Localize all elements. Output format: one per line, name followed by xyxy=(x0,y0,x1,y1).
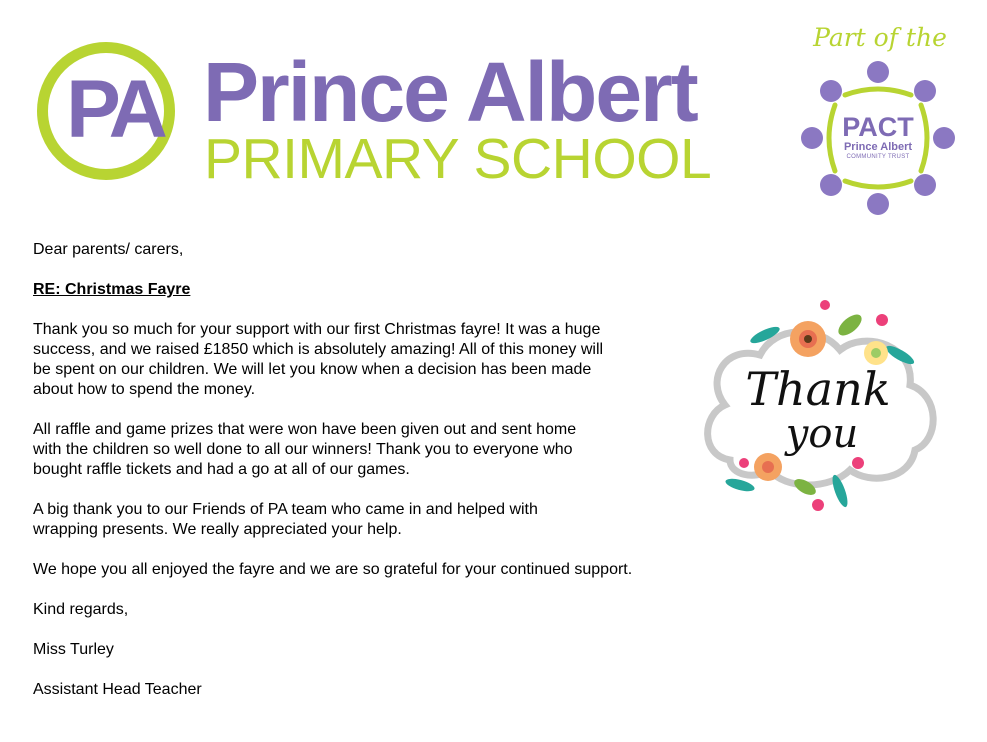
paragraph-line: All raffle and game prizes that were won have been given out and sent home xyxy=(33,421,577,438)
school-type: PRIMARY SCHOOL xyxy=(204,127,712,191)
pact-subtitle: Prince Albert xyxy=(843,141,913,153)
letter-body xyxy=(33,240,733,700)
pact-tagline: COMMUNITY TRUST xyxy=(846,154,910,160)
pact-title: PACT xyxy=(842,112,914,142)
paragraph-line: about how to spend the money. xyxy=(33,381,256,398)
paragraph-line: with the children so well done to all our winners! Thank you to everyone who xyxy=(33,441,573,458)
part-of-label: Part of the xyxy=(813,23,947,52)
paragraph-line: Thank you so much for your support with our first Christmas fayre! It was a huge xyxy=(33,321,601,338)
flower-icon xyxy=(790,321,826,357)
paragraph-prizes xyxy=(33,420,733,480)
school-name: Prince Albert xyxy=(203,45,697,139)
thank-text: Thank xyxy=(745,362,891,416)
paragraph-line: A big thank you to our Friends of PA team who came in and helped with xyxy=(33,501,538,518)
greeting: Dear parents/ carers, xyxy=(33,241,184,258)
thank-you-graphic xyxy=(700,295,940,525)
paragraph-line: success, and we raised £1850 which is absolutely amazing! All of this money will xyxy=(33,341,604,358)
signatory-role: Assistant Head Teacher xyxy=(33,681,202,698)
paragraph-line: be spent on our children. We will let you know when a decision has been made xyxy=(33,361,592,378)
you-text: you xyxy=(785,411,859,457)
paragraph-closing: We hope you all enjoyed the fayre and we are so grateful for your continued support. xyxy=(33,561,633,578)
paragraph-line: wrapping presents. We really appreciated your help. xyxy=(33,521,402,538)
paragraph-thanks xyxy=(33,320,733,400)
sign-off: Kind regards, xyxy=(33,601,129,618)
paragraph-friends xyxy=(33,500,733,540)
logo-initials: PA xyxy=(66,64,162,155)
flower-icon xyxy=(754,453,782,481)
paragraph-line: bought raffle tickets and had a go at all of our games. xyxy=(33,461,410,478)
letter-subject: RE: Christmas Fayre xyxy=(33,281,191,298)
signatory-name: Miss Turley xyxy=(33,641,114,658)
